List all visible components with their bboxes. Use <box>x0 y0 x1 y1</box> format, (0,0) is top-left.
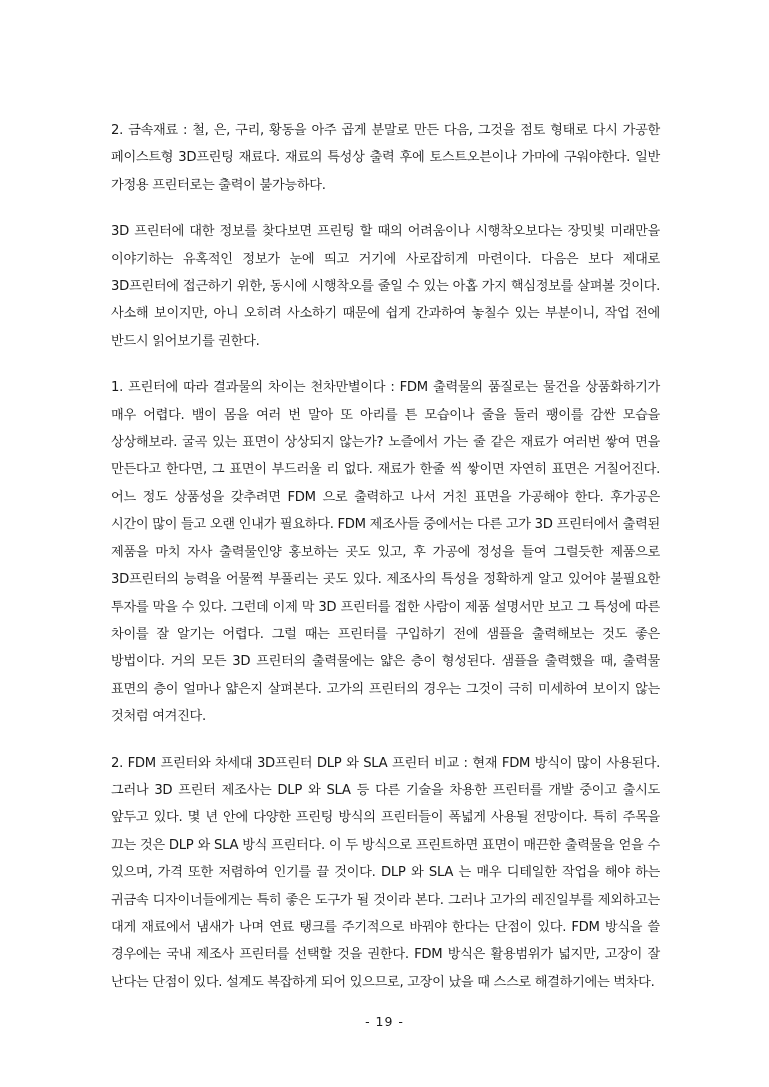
page-number: - 19 - <box>365 1014 404 1029</box>
paragraph-output-quality: 1. 프린터에 따라 결과물의 차이는 천차만별이다 : FDM 출력물의 품질로는 물건을 상품화하기가 매우 어렵다. 뱀이 몸을 여러 번 말아 또 아리를 튼 모습이나 줄을 둘러 팽이를 감싼 모습을 상상해보라. 굴곡 있는 표면이 상상되지 않는가? 노즐에서 가는 줄 같은 재료가 여러번 쌓여 면을 만든다고 한다면, 그 표면이 부드러울 리 없다. 재료가 한줄 씩 쌓이면 자연히 표면은 거칠어진다. 어느 정도 상품성을 갖추려면 FDM 으로 출력하고 나서 거친 표면을 가공해야 한다. 후가공은 시간이 많이 들고 오랜 인내가 필요하다. FDM 제조사들 중에서는 다른 고가 3D 프린터에서 출력된 제품을 마치 자사 출력물인양 홍보하는 곳도 있고, 후 가공에 정성을 들여 그럴듯한 제품으로 3D프린터의 능력을 어물쩍 부풀리는 곳도 있다. 제조사의 특성을 정확하게 알고 있어야 불필요한 투자를 막을 수 있다. 그런데 이제 막 3D 프린터를 접한 사람이 제품 설명서만 보고 그 특성에 따른 차이를 잘 알기는 어렵다. 그럴 때는 프린터를 구입하기 전에 샘플을 출력해보는 것도 좋은 방법이다. 거의 모든 3D 프린터의 출력물에는 얇은 층이 형성된다. 샘플을 출력했을 때, 출력물 표면의 층이 얼마나 얇은지 살펴본다. 고가의 프린터의 경우는 그것이 극히 미세하여 보이지 않는 것처럼 여겨진다. <box>111 380 660 725</box>
paragraph-dlp-sla-comparison: 2. FDM 프린터와 차세대 3D프린터 DLP 와 SLA 프린터 비교 : 현재 FDM 방식이 많이 사용된다. 그러나 3D 프린터 제조사는 DLP 와 SLA 등 다른 기술을 차용한 프린터를 개발 중이고 출시도 앞두고 있다. 몇 년 안에 다양한 프린팅 방식의 프린터들이 폭넓게 사용될 전망이다. 특히 주목을 끄는 것은 DLP 와 SLA 방식 프린터다. 이 두 방식으로 프린트하면 표면이 매끈한 출력물을 얻을 수 있으며, 가격 또한 저렴하여 인기를 끌 것이다. DLP 와 SLA 는 매우 디테일한 작업을 해야 하는 귀금속 디자이너들에게는 특히 좋은 도구가 될 것이라 본다. 그러나 고가의 레진일부를 제외하고는 대게 재료에서 냄새가 나며 연료 탱크를 주기적으로 바꿔야 한다는 단점이 있다. FDM 방식을 쓸 경우에는 국내 제조사 프린터를 선택할 것을 권한다. FDM 방식은 활용범위가 넓지만, 고장이 잘 난다는 단점이 있다. 설계도 복잡하게 되어 있으므로, 고장이 났을 때 스스로 해결하기에는 벅차다. <box>111 755 660 990</box>
paragraph-metal-material: 2. 금속재료 : 철, 은, 구리, 황동을 아주 곱게 분말로 만든 다음, 그것을 점토 형태로 다시 가공한 페이스트형 3D프린팅 재료다. 재료의 특성상 출력 후에 토스트오븐이나 가마에 구워야한다. 일반 가정용 프린터로는 출력이 불가능하다. <box>111 123 660 193</box>
document-body <box>111 117 660 1015</box>
paragraph-intro: 3D 프린터에 대한 정보를 찾다보면 프린팅 할 때의 어려움이나 시행착오보다는 장밋빛 미래만을 이야기하는 유혹적인 정보가 눈에 띄고 거기에 사로잡히게 마련이다. 다음은 보다 제대로 3D프린터에 접근하기 위한, 동시에 시행착오를 줄일 수 있는 아홉 가지 핵심정보를 살펴볼 것이다. 사소해 보이지만, 아니 오히려 사소하기 때문에 쉽게 간과하여 놓칠수 있는 부분이니, 작업 전에 반드시 읽어보기를 권한다. <box>111 224 660 349</box>
